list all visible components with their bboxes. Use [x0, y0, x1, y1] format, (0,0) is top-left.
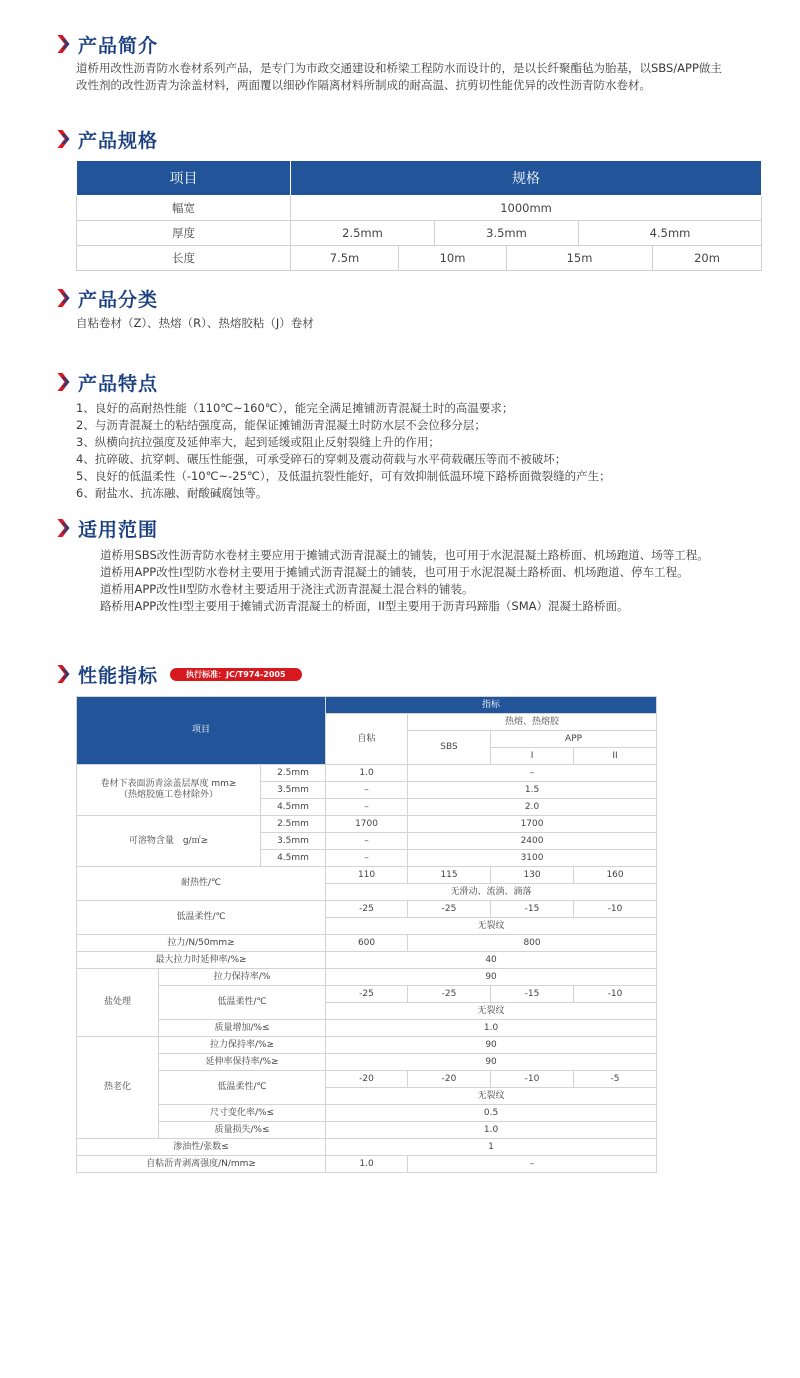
table-row: 4.5mm – 2.0	[77, 799, 657, 816]
list-item: 道桥用APP改性II型防水卷材主要适用于浇注式沥青混凝土混合料的铺装。	[100, 582, 474, 596]
chevron-right-icon	[54, 371, 73, 393]
header-self-adhesive: 自粘	[326, 714, 408, 765]
section-title: 产品简介	[78, 34, 159, 57]
section-title: 产品规格	[78, 129, 159, 152]
section-features	[54, 368, 158, 396]
chevron-right-icon	[54, 663, 73, 685]
table-row: 延伸率保持率/%≥ 90	[77, 1054, 657, 1071]
list-item: 道桥用SBS改性沥青防水卷材主要应用于摊铺式沥青混凝土的铺装，也可用于水泥混凝土路桥面、机场跑道、场等工程。	[100, 548, 709, 562]
section-performance	[54, 660, 302, 688]
list-item: 2、与沥青混凝土的粘结强度高，能保证摊铺沥青混凝土时防水层不会位移分层；	[76, 418, 486, 432]
table-row: 低温柔性/℃ -25 -25 -15 -10	[77, 986, 657, 1003]
section-title: 产品特点	[78, 372, 159, 395]
table-row: 盐处理 拉力保持率/% 90	[77, 969, 657, 986]
section-classification	[54, 284, 158, 312]
header-type-2: II	[574, 748, 657, 765]
intro-text: 道桥用改性沥青防水卷材系列产品，是专门为市政交通建设和桥梁工程防水而设计的，是以长纤聚酯毡为胎基，以SBS/APP做主改性剂的改性沥青为涂盖材料，两面覆以细砂作隔离材料所制成的耐高温、抗剪切性能优异的改性沥青防水卷材。	[76, 61, 722, 92]
table-row: 无裂纹	[77, 1088, 657, 1105]
table-row: 无裂纹	[77, 918, 657, 935]
table-row: 自粘沥青剥离强度/N/mm≥ 1.0 –	[77, 1156, 657, 1173]
section-title: 性能指标	[78, 664, 159, 687]
table-row: 低温柔性/℃ -20 -20 -10 -5	[77, 1071, 657, 1088]
header-hot-melt: 热熔、热熔胶	[408, 714, 657, 731]
header-type-1: I	[491, 748, 574, 765]
table-row: 渗油性/张数≤ 1	[77, 1139, 657, 1156]
table-row: 3.5mm – 1.5	[77, 782, 657, 799]
header-item: 项目	[77, 161, 291, 196]
table-row: 可溶物含量 g/㎡≥ 2.5mm 1700 1700	[77, 816, 657, 833]
header-item: 项目	[77, 697, 326, 765]
section-intro	[54, 30, 158, 58]
table-row: 拉力/N/50mm≥ 600 800	[77, 935, 657, 952]
list-item: 3、纵横向抗拉强度及延伸率大，起到延缓或阻止反射裂缝上升的作用；	[76, 435, 440, 449]
list-item: 1、良好的高耐热性能（110℃~160℃），能完全满足摊铺沥青混凝土时的高温要求；	[76, 401, 514, 415]
classification-text: 自粘卷材（Z）、热熔（R）、热熔胶粘（J）卷材	[76, 316, 314, 330]
table-row: 长度 7.5m 10m 15m 20m	[77, 246, 762, 271]
spec-table	[76, 160, 762, 271]
scope-text	[76, 547, 726, 615]
table-row: 幅宽 1000mm	[77, 196, 762, 221]
list-item: 5、良好的低温柔性（-10℃~-25℃），及低温抗裂性能好，可有效抑制低温环境下路桥面微裂缝的产生；	[76, 469, 611, 483]
table-row: 卷材下表面沥青涂盖层厚度 mm≥ （热熔胶施工卷材除外） 2.5mm 1.0 –	[77, 765, 657, 782]
header-sbs: SBS	[408, 731, 491, 765]
table-row: 热老化 拉力保持率/%≥ 90	[77, 1037, 657, 1054]
list-item: 4、抗碎破、抗穿刺、碾压性能强，可承受碎石的穿刺及震动荷载与水平荷载碾压等而不被破坏；	[76, 452, 567, 466]
table-row: 4.5mm – 3100	[77, 850, 657, 867]
table-header-row	[77, 161, 762, 196]
chevron-right-icon	[54, 33, 73, 55]
section-title: 产品分类	[78, 288, 159, 311]
soluble-label: 可溶物含量 g/㎡≥	[77, 816, 261, 867]
table-row: 低温柔性/℃ -25 -25 -15 -10	[77, 901, 657, 918]
table-row: 无滑动、流淌、滴落	[77, 884, 657, 901]
list-item: 道桥用APP改性I型防水卷材主要用于摊铺式沥青混凝土的铺装，也可用于水泥混凝土路桥面、机场跑道、停车工程。	[100, 565, 689, 579]
list-item: 6、耐盐水、抗冻融、耐酸碱腐蚀等。	[76, 486, 268, 500]
standard-badge: 执行标准：JC/T974-2005	[170, 668, 302, 681]
features-list	[76, 400, 726, 502]
section-title: 适用范围	[78, 518, 159, 541]
header-app: APP	[491, 731, 657, 748]
chevron-right-icon	[54, 287, 73, 309]
table-row: 质量增加/%≤ 1.0	[77, 1020, 657, 1037]
table-row: 3.5mm – 2400	[77, 833, 657, 850]
list-item: 路桥用APP改性I型主要用于摊铺式沥青混凝土的桥面，II型主要用于沥青玛蹄脂（SMA）混凝土路桥面。	[100, 599, 629, 613]
section-scope	[54, 514, 158, 542]
chevron-right-icon	[54, 517, 73, 539]
header-spec: 规格	[291, 161, 762, 196]
table-row: 耐热性/℃ 110 115 130 160	[77, 867, 657, 884]
table-row: 尺寸变化率/%≤ 0.5	[77, 1105, 657, 1122]
table-row: 最大拉力时延伸率/%≥ 40	[77, 952, 657, 969]
table-row: 无裂纹	[77, 1003, 657, 1020]
header-index: 指标	[326, 697, 657, 714]
chevron-right-icon	[54, 128, 73, 150]
coat-label: 卷材下表面沥青涂盖层厚度 mm≥ （热熔胶施工卷材除外）	[77, 765, 261, 816]
table-row: 厚度 2.5mm 3.5mm 4.5mm	[77, 221, 762, 246]
performance-table	[76, 696, 657, 1173]
table-row: 质量损失/%≤ 1.0	[77, 1122, 657, 1139]
section-spec	[54, 125, 158, 153]
